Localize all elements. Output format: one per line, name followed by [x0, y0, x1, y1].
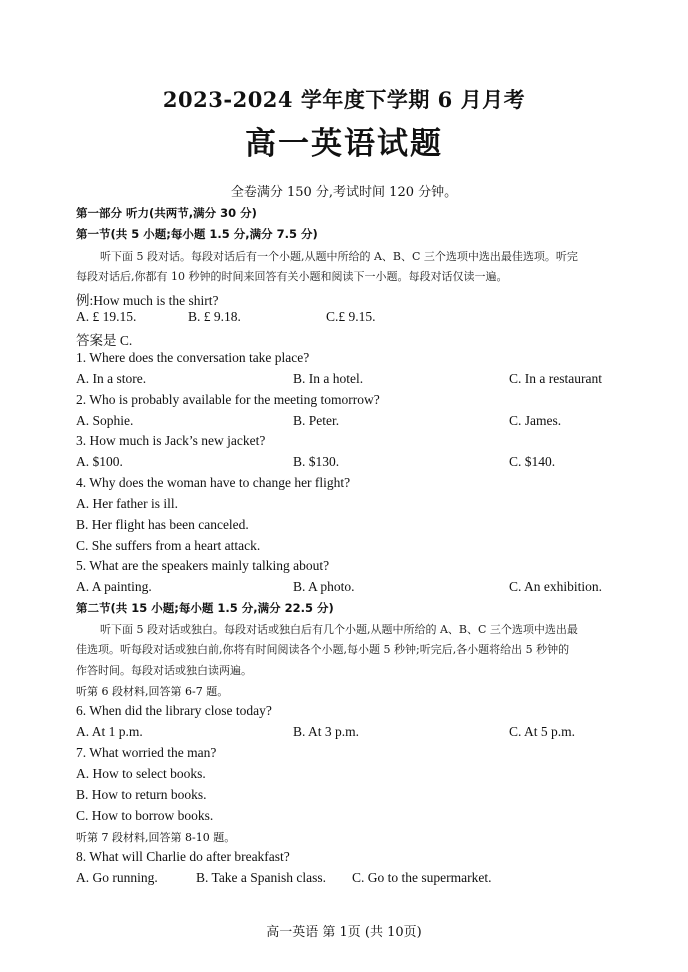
q6-option-c: C. At 5 p.m. — [509, 724, 576, 739]
section1-directions-1: 听下面 5 段对话。每段对话后有一个小题,从题中所给的 A、B、C 三个选项中选出最佳选项。听完 — [100, 250, 578, 263]
q5-option-a: A. A painting. — [76, 579, 152, 594]
q4-option-b: B. Her flight has been canceled. — [76, 517, 249, 532]
exam-title: 2023-2024 学年度下学期 6 月月考 — [162, 87, 526, 112]
question-6: 6. When did the library close today? — [76, 703, 272, 718]
q2-option-c: C. James. — [509, 413, 562, 428]
section1-heading: 第一节(共 5 小题;每小题 1.5 分,满分 7.5 分) — [76, 227, 318, 241]
subject-title: 高一英语试题 — [245, 126, 443, 162]
question-4: 4. Why does the woman have to change her flight? — [76, 475, 351, 490]
q4-option-c: C. She suffers from a heart attack. — [76, 538, 261, 553]
q6-option-a: A. At 1 p.m. — [76, 724, 143, 739]
q3-option-b: B. $130. — [293, 454, 340, 469]
question-5: 5. What are the speakers mainly talking about? — [76, 558, 330, 573]
q7-option-a: A. How to select books. — [76, 766, 206, 781]
example-option-b: B. £ 9.18. — [188, 309, 241, 324]
q8-option-b: B. Take a Spanish class. — [196, 870, 327, 885]
q3-option-a: A. $100. — [76, 454, 123, 469]
part1-heading: 第一部分 听力(共两节,满分 30 分) — [76, 206, 257, 220]
q8-option-c: C. Go to the supermarket. — [352, 870, 492, 885]
question-3: 3. How much is Jack’s new jacket? — [76, 433, 266, 448]
question-2: 2. Who is probably available for the meeting tomorrow? — [76, 392, 380, 407]
material-6-note: 听第 6 段材料,回答第 6-7 题。 — [76, 685, 229, 698]
section2-directions-2: 佳选项。听每段对话或独白前,你将有时间阅读各个小题,每小题 5 秒钟;听完后,各小题将给出 5 秒钟的 — [76, 643, 570, 656]
q3-option-c: C. $140. — [509, 454, 556, 469]
q4-option-a: A. Her father is ill. — [76, 496, 178, 511]
q8-option-a: A. Go running. — [76, 870, 158, 885]
q7-option-c: C. How to borrow books. — [76, 808, 214, 823]
question-8: 8. What will Charlie do after breakfast? — [76, 849, 290, 864]
exam-note: 全卷满分 150 分,考试时间 120 分钟。 — [230, 185, 458, 200]
question-7: 7. What worried the man? — [76, 745, 217, 760]
q5-option-c: C. An exhibition. — [509, 579, 603, 594]
example-option-a: A. £ 19.15. — [76, 309, 137, 324]
section1-directions-2: 每段对话后,你都有 10 秒钟的时间来回答有关小题和阅读下一小题。每段对话仅读一遍。 — [76, 270, 508, 283]
q2-option-b: B. Peter. — [293, 413, 340, 428]
material-7-note: 听第 7 段材料,回答第 8-10 题。 — [76, 831, 236, 844]
q1-option-c: C. In a restaurant — [509, 371, 602, 386]
section2-heading: 第二节(共 15 小题;每小题 1.5 分,满分 22.5 分) — [76, 601, 334, 615]
q1-option-a: A. In a store. — [76, 371, 147, 386]
question-1: 1. Where does the conversation take place? — [76, 350, 310, 365]
section2-directions-1: 听下面 5 段对话或独白。每段对话或独白后有几个小题,从题中所给的 A、B、C 三个选项中选出最 — [100, 623, 578, 636]
example-answer: 答案是 C. — [76, 333, 133, 348]
q2-option-a: A. Sophie. — [76, 413, 134, 428]
q1-option-b: B. In a hotel. — [293, 371, 364, 386]
section2-directions-3: 作答时间。每段对话或独白读两遍。 — [76, 664, 252, 677]
q7-option-b: B. How to return books. — [76, 787, 207, 802]
q6-option-b: B. At 3 p.m. — [293, 724, 360, 739]
page-footer: 高一英语 第 1页 (共 10页) — [266, 925, 422, 940]
q5-option-b: B. A photo. — [293, 579, 355, 594]
example-question: 例:How much is the shirt? — [76, 293, 219, 308]
example-option-c: C.£ 9.15. — [326, 309, 376, 324]
